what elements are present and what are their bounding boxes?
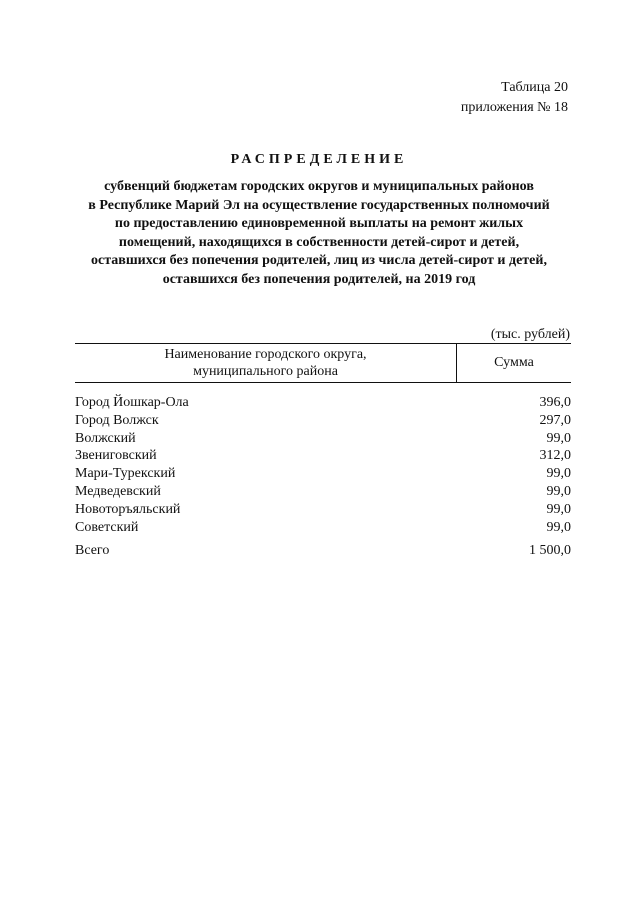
- table-header: [75, 343, 571, 383]
- column-header-name: Наименование городского округа, муниципального района: [164, 347, 367, 379]
- row-name: Звениговский: [75, 448, 157, 464]
- row-name: Советский: [75, 519, 139, 535]
- row-name: Город Йошкар-Ола: [75, 395, 189, 410]
- row-name: Волжский: [75, 430, 136, 446]
- document-subtitle: [40, 178, 598, 289]
- table-body: [75, 383, 571, 560]
- total-value: 1 500,0: [529, 543, 571, 559]
- table-row: [75, 394, 571, 412]
- row-name: Новоторъяльский: [75, 501, 181, 517]
- row-value: 99,0: [546, 483, 571, 499]
- table-row: [75, 430, 571, 448]
- subtitle-line: по предоставлению единовременной выплаты на ремонт жилых: [114, 216, 524, 231]
- row-value: 312,0: [539, 448, 571, 464]
- row-value: 99,0: [546, 466, 571, 482]
- subtitle-line: в Республике Марий Эл на осуществление государственных полномочий: [88, 197, 550, 213]
- table-row: [75, 519, 571, 537]
- subtitle-line: оставшихся без попечения родителей, лиц из числа детей-сирот и детей,: [91, 253, 547, 268]
- total-row: [75, 542, 571, 560]
- row-name: Мари-Турекский: [75, 466, 176, 482]
- subtitle-line: субвенций бюджетам городских округов и муниципальных районов: [104, 179, 534, 194]
- subtitle-line: помещений, находящихся в собственности детей-сирот и детей,: [118, 234, 520, 250]
- table-row: [75, 447, 571, 465]
- distribution-table: [75, 343, 571, 560]
- table-row: [75, 501, 571, 519]
- table-number: Таблица 20: [501, 80, 568, 95]
- table-row: [75, 483, 571, 501]
- units-label: (тыс. рублей): [490, 327, 570, 342]
- total-label: Всего: [75, 543, 110, 559]
- row-value: 99,0: [546, 501, 571, 517]
- row-name: Медведевский: [75, 483, 161, 499]
- appendix-number: приложения № 18: [460, 100, 568, 115]
- document-title: РАСПРЕДЕЛЕНИЕ: [230, 152, 408, 167]
- row-value: 297,0: [539, 412, 571, 428]
- row-value: 99,0: [546, 519, 571, 535]
- row-value: 99,0: [546, 430, 571, 446]
- row-name: Город Волжск: [75, 412, 159, 428]
- subtitle-line: оставшихся без попечения родителей, на 2019 год: [162, 271, 476, 287]
- table-row: [75, 412, 571, 430]
- table-row: [75, 465, 571, 483]
- row-value: 396,0: [539, 395, 571, 410]
- document-reference: [461, 78, 568, 118]
- column-header-sum: Сумма: [456, 344, 571, 382]
